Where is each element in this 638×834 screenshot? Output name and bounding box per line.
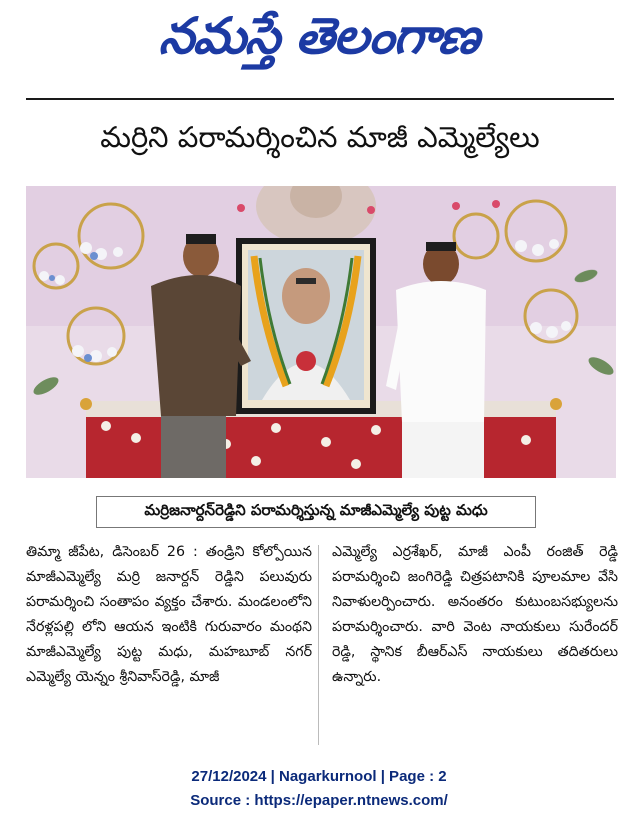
article-text-left: తిమ్మా జీపేట, డిసెంబర్ 26 : తండ్రిని కోల్పోయిన మాజీఎమ్మెల్యే మర్రి జనార్దన్ రెడ్డిని పలువురు పరామర్శించి సంతాపం వ్యక్తం చేశారు. మండలంలోని నేరళ్లపల్లి లోని ఆయన ఇంటికి గురువారం మంథని మాజీఎమ్మెల్యే పుట్ట మధు, మహబూబ్ నగర్ ఎమ్మెల్యే యెన్నం శ్రీనివాస్‌రెడ్డి, మాజీ <box>26 544 312 685</box>
newspaper-logo: నమస్తే తెలంగాణ <box>157 6 482 65</box>
photo-illustration <box>26 186 616 478</box>
column-divider <box>318 545 319 745</box>
headline: మర్రిని పరామర్శించిన మాజీ ఎమ్మెల్యేలు <box>100 120 540 154</box>
top-rule <box>26 98 614 100</box>
photo-caption: మర్రిజనార్దన్‌రెడ్డిని పరామర్శిస్తున్న మాజీఎమ్మెల్యే పుట్ట మధు <box>144 501 488 519</box>
article-right-column <box>332 540 618 690</box>
photo-caption-box <box>96 496 536 528</box>
footer-source-line: Source : https://epaper.ntnews.com/ <box>190 792 448 809</box>
masthead <box>0 4 638 80</box>
article-text-right: ఎమ్మెల్యే ఎర్రశేఖర్, మాజీ ఎంపీ రంజిత్ రెడ్డి పరామర్శించి జంగిరెడ్డి చిత్రపటానికి పూలమాల వేసి నివాళులర్పించారు. అనంతరం కుటుంబసభ్యులను పరామర్శించారు. వారి వెంట నాయకులు సురేందర్ రెడ్డి, స్థానిక బీఆర్‌ఎస్ నాయకులు తదితరులు ఉన్నారు. <box>332 544 618 685</box>
footer-date-line: 27/12/2024 | Nagarkurnool | Page : 2 <box>191 768 447 785</box>
article-left-column <box>26 540 312 690</box>
news-photo <box>26 186 616 478</box>
